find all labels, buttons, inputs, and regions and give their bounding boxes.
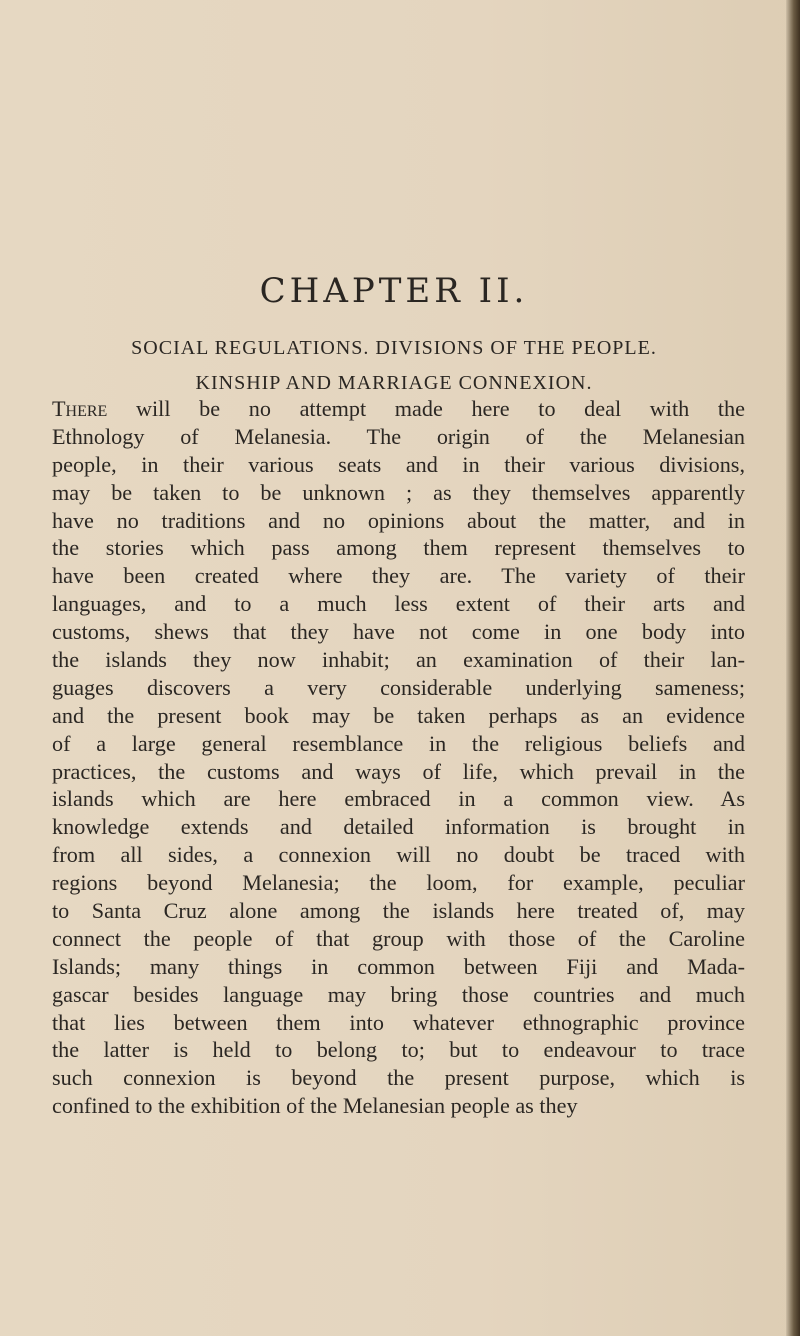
text-line: to Santa Cruz alone among the islands here treated of, may [52,898,745,924]
text-line: Ethnology of Melanesia. The origin of the Melanesian [52,423,745,449]
chapter-subtitle-line-2: KINSHIP AND MARRIAGE CONNEXION. [195,372,593,394]
text-line: the stories which pass among them represent themselves to [52,535,745,561]
text-line: regions beyond Melanesia; the loom, for example, peculiar [52,870,745,896]
text-line: guages discovers a very considerable underlying sameness; [52,674,745,700]
text-line: may be taken to be unknown ; as they themselves apparently [52,479,745,505]
body-paragraph [52,395,745,1120]
text-line: the islands they now inhabit; an examination of their lan- [52,647,745,673]
chapter-heading: CHAPTER II. [259,271,529,311]
text-line: islands which are here embraced in a common view. As [52,786,745,812]
text-line [52,395,745,423]
text-line: people, in their various seats and in their various divisions, [52,451,745,477]
drop-word: There [52,396,108,421]
text-line: from all sides, a connexion will no doubt be traced with [52,842,745,868]
text-line: have no traditions and no opinions about the matter, and in [52,507,745,533]
text-line: confined to the exhibition of the Melanesian people as they [52,1093,578,1119]
page-edge-shadow [786,0,800,1336]
text-line: customs, shews that they have not come in one body into [52,619,745,645]
text-line: such connexion is beyond the present purpose, which is [52,1065,745,1091]
chapter-subtitle-line-1: SOCIAL REGULATIONS. DIVISIONS OF THE PEOPLE. [131,337,657,359]
text-line: that lies between them into whatever ethnographic province [52,1009,745,1035]
text-line: of a large general resemblance in the religious beliefs and [52,730,745,756]
text-line: knowledge extends and detailed information is brought in [52,814,745,840]
text-line: languages, and to a much less extent of their arts and [52,591,745,617]
text-line: practices, the customs and ways of life, which prevail in the [52,758,745,784]
text-line: connect the people of that group with those of the Caroline [52,925,745,951]
text-line: and the present book may be taken perhaps as an evidence [52,702,745,728]
text-line: gascar besides language may bring those countries and much [52,981,745,1007]
text-line-rest: will be no attempt made here to deal with the [107,396,745,421]
text-line: the latter is held to belong to; but to endeavour to trace [52,1037,745,1063]
text-line: have been created where they are. The variety of their [52,563,745,589]
text-line: Islands; many things in common between Fiji and Mada- [52,953,745,979]
